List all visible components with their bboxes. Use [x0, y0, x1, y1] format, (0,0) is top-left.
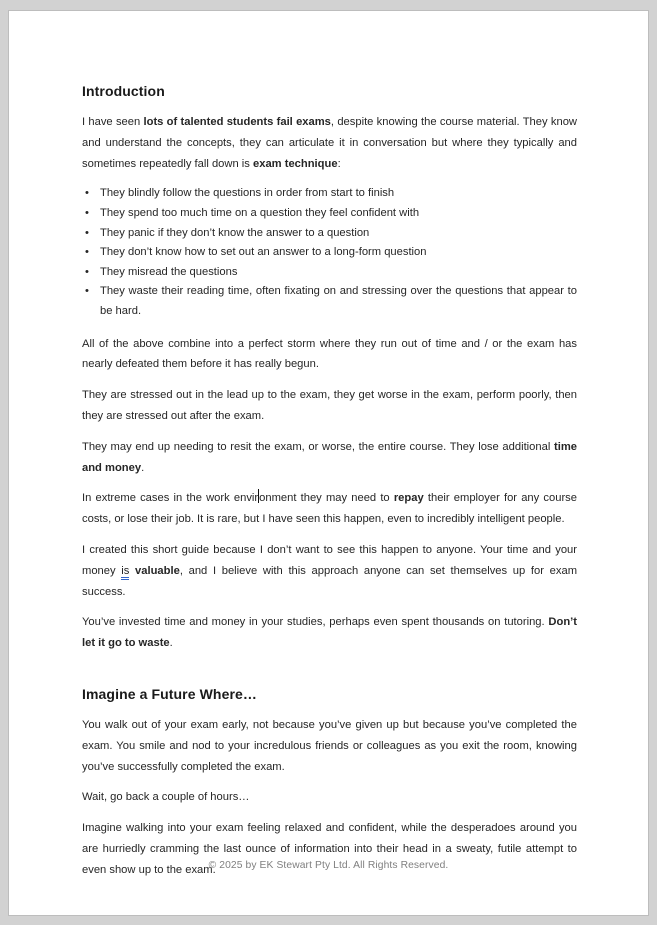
paragraph-extreme-cases[interactable]: In extreme cases in the work environment they may need to repay their employer for any course costs, or lose their job. It is rare, but I have seen this happen, even to incredibly intelligent people. [82, 488, 577, 530]
page-footer-copyright: © 2025 by EK Stewart Pty Ltd. All Rights Reserved. [208, 860, 449, 871]
heading-imagine-future[interactable]: Imagine a Future Where… [82, 685, 257, 702]
paragraph-walk-out[interactable]: You walk out of your exam early, not because you’ve given up but because you’ve completed the exam. You smile and nod to your incredulous friends or colleagues as you exit the room, knowing you’ve successfully completed the exam. [82, 718, 577, 773]
list-item[interactable]: • They blindly follow the questions in order from start to finish [82, 184, 577, 204]
document-page[interactable] [8, 10, 649, 916]
list-item[interactable]: • They misread the questions [82, 263, 577, 283]
paragraph-imagine-walking[interactable]: Imagine walking into your exam feeling relaxed and confident, while the desperadoes around you are hurriedly cramming the last ounce of information into their head in a sweaty, futile attempt to even show up to the exam. [82, 822, 577, 876]
paragraph-stressed[interactable]: They are stressed out in the lead up to the exam, they get worse in the exam, perform poorly, then they are stressed out after the exam. [82, 389, 577, 422]
paragraph-resit[interactable]: They may end up needing to resit the exam, or worse, the entire course. They lose additional time and money. [82, 440, 577, 474]
list-item[interactable]: • They waste their reading time, often fixating on and stressing over the questions that appear to be hard. [82, 282, 577, 321]
list-item[interactable]: • They spend too much time on a question they feel confident with [82, 204, 577, 224]
paragraph-intro[interactable]: I have seen lots of talented students fail exams, despite knowing the course material. They know and understand the concepts, they can articulate it in conversation but where they typically and sometimes repeatedly fall down is exam technique: [82, 116, 577, 170]
paragraph-wait[interactable]: Wait, go back a couple of hours… [82, 791, 250, 804]
bullet-list [82, 184, 577, 321]
paragraph-perfect-storm[interactable]: All of the above combine into a perfect storm where they run out of time and / or the exam has nearly defeated them before it has really begun. [82, 337, 577, 371]
paragraph-invested[interactable]: You’ve invested time and money in your studies, perhaps even spent thousands on tutoring. Don’t let it go to waste. [82, 616, 577, 650]
list-item[interactable]: • They don’t know how to set out an answer to a long-form question [82, 243, 577, 263]
grammar-underline: is [121, 565, 129, 580]
paragraph-guide[interactable]: I created this short guide because I don’t want to see this happen to anyone. Your time and your money is valuable, and I believe with this approach anyone can set themselves up for exam success. [82, 543, 578, 598]
heading-introduction[interactable]: Introduction [82, 83, 165, 99]
list-item[interactable]: • They panic if they don’t know the answer to a question [82, 224, 577, 244]
